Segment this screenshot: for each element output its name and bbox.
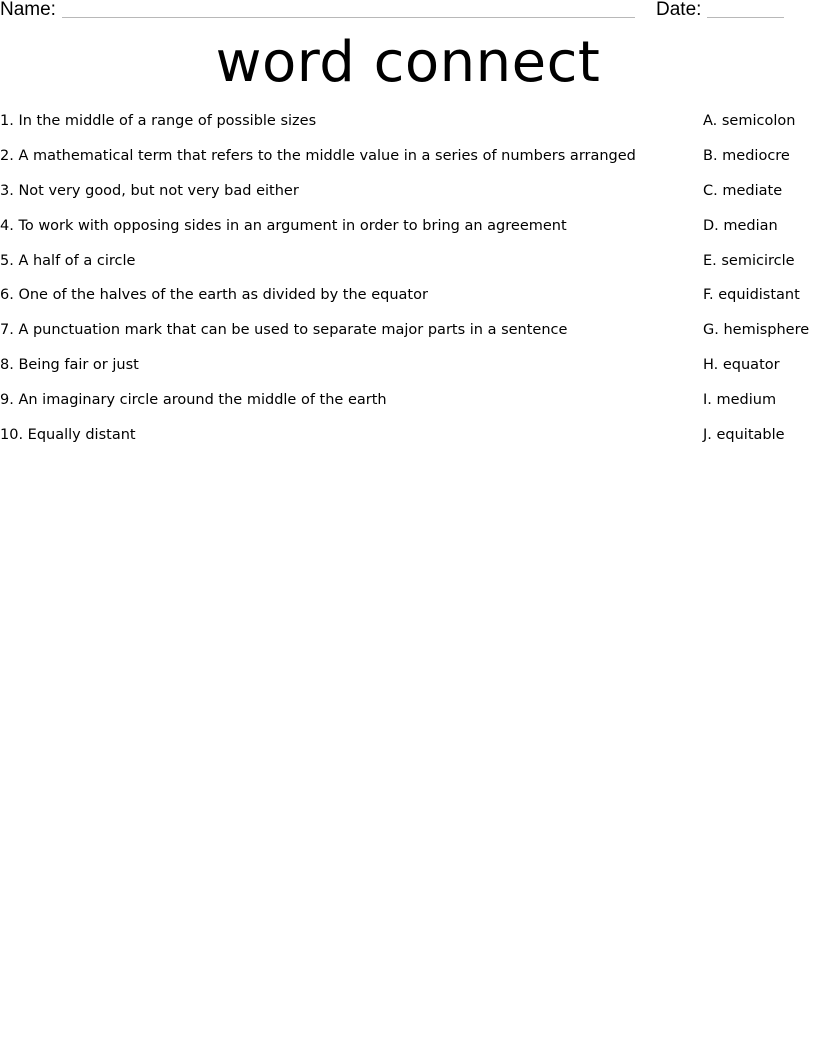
date-blank-line [707,17,784,18]
clue-text: 2. A mathematical term that refers to the middle value in a series of numbers arranged [0,147,636,164]
clue-text: 3. Not very good, but not very bad either [0,182,299,199]
worksheet-header [0,0,816,24]
answer-choice: A. semicolon [703,113,796,129]
matching-row [0,216,816,251]
matching-row [0,355,816,390]
clue-text: 9. An imaginary circle around the middle of the earth [0,392,387,409]
clue-text: 8. Being fair or just [0,357,139,374]
answer-choice: E. semicircle [703,252,795,269]
clue-text: 1. In the middle of a range of possible sizes [0,113,317,129]
answer-choice: G. hemisphere [703,322,810,339]
matching-row [0,425,816,460]
clue-text: 4. To work with opposing sides in an argument in order to bring an agreement [0,217,567,234]
clue-text: 5. A half of a circle [0,252,136,269]
answer-choice: F. equidistant [703,287,800,304]
matching-list [0,111,816,460]
clue-text: 6. One of the halves of the earth as divided by the equator [0,287,428,304]
matching-row [0,320,816,355]
worksheet-title: word connect [215,30,601,95]
answer-choice: D. median [703,217,778,234]
answer-choice: I. medium [703,392,777,409]
answer-choice: B. mediocre [703,147,790,164]
name-label: Name: [0,0,56,20]
name-blank-line [62,17,635,18]
answer-choice: J. equitable [703,427,785,444]
matching-row [0,285,816,320]
clue-text: 10. Equally distant [0,427,136,444]
matching-row [0,181,816,216]
matching-row [0,390,816,425]
clue-text: 7. A punctuation mark that can be used to separate major parts in a sentence [0,322,568,339]
matching-row [0,251,816,286]
matching-row [0,111,816,146]
answer-choice: C. mediate [703,182,783,199]
date-label: Date: [656,0,702,20]
matching-row [0,146,816,181]
answer-choice: H. equator [703,357,780,374]
